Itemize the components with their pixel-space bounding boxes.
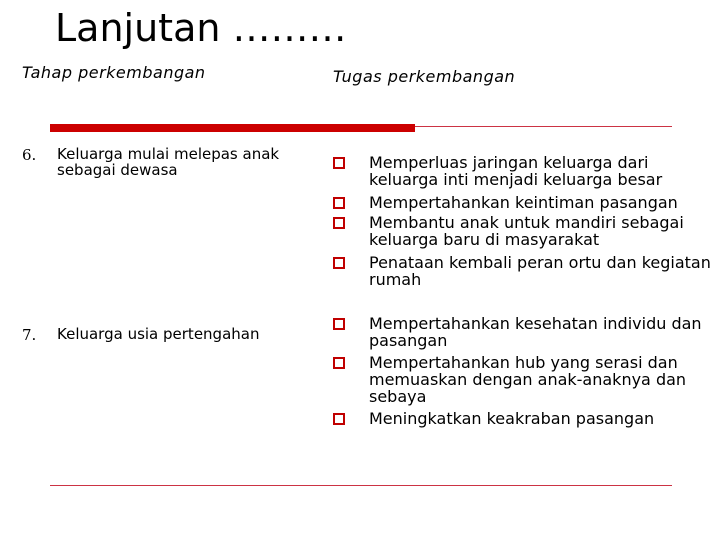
task-text: Mempertahankan kesehatan individu dan pasangan: [369, 314, 702, 350]
task-text: Mempertahankan hub yang serasi dan memuaskan dengan anak-anaknya dan sebaya: [369, 353, 687, 406]
hollow-square-bullet-icon: [333, 357, 345, 369]
footer-divider: [50, 485, 672, 486]
task-text: Meningkatkan keakraban pasangan: [369, 409, 655, 428]
task-text: Memperluas jaringan keluarga dari keluarga inti menjadi keluarga besar: [369, 153, 663, 189]
task-text: Penataan kembali peran ortu dan kegiatan rumah: [369, 253, 711, 289]
header-tasks: Tugas perkembangan: [333, 67, 516, 86]
hollow-square-bullet-icon: [333, 197, 345, 209]
hollow-square-bullet-icon: [333, 318, 345, 330]
hollow-square-bullet-icon: [333, 157, 345, 169]
header-divider-accent: [50, 124, 415, 132]
header-stage: Tahap perkembangan: [22, 63, 206, 82]
stage-text: Keluarga mulai melepas anak sebagai dewasa: [57, 145, 280, 179]
hollow-square-bullet-icon: [333, 217, 345, 229]
task-text: Membantu anak untuk mandiri sebagai keluarga baru di masyarakat: [369, 213, 684, 249]
row-number: 7.: [22, 326, 37, 344]
hollow-square-bullet-icon: [333, 257, 345, 269]
hollow-square-bullet-icon: [333, 413, 345, 425]
slide-title: Lanjutan ………: [55, 6, 347, 50]
task-text: Mempertahankan keintiman pasangan: [369, 193, 678, 212]
stage-text: Keluarga usia pertengahan: [57, 325, 260, 343]
row-number: 6.: [22, 146, 37, 164]
